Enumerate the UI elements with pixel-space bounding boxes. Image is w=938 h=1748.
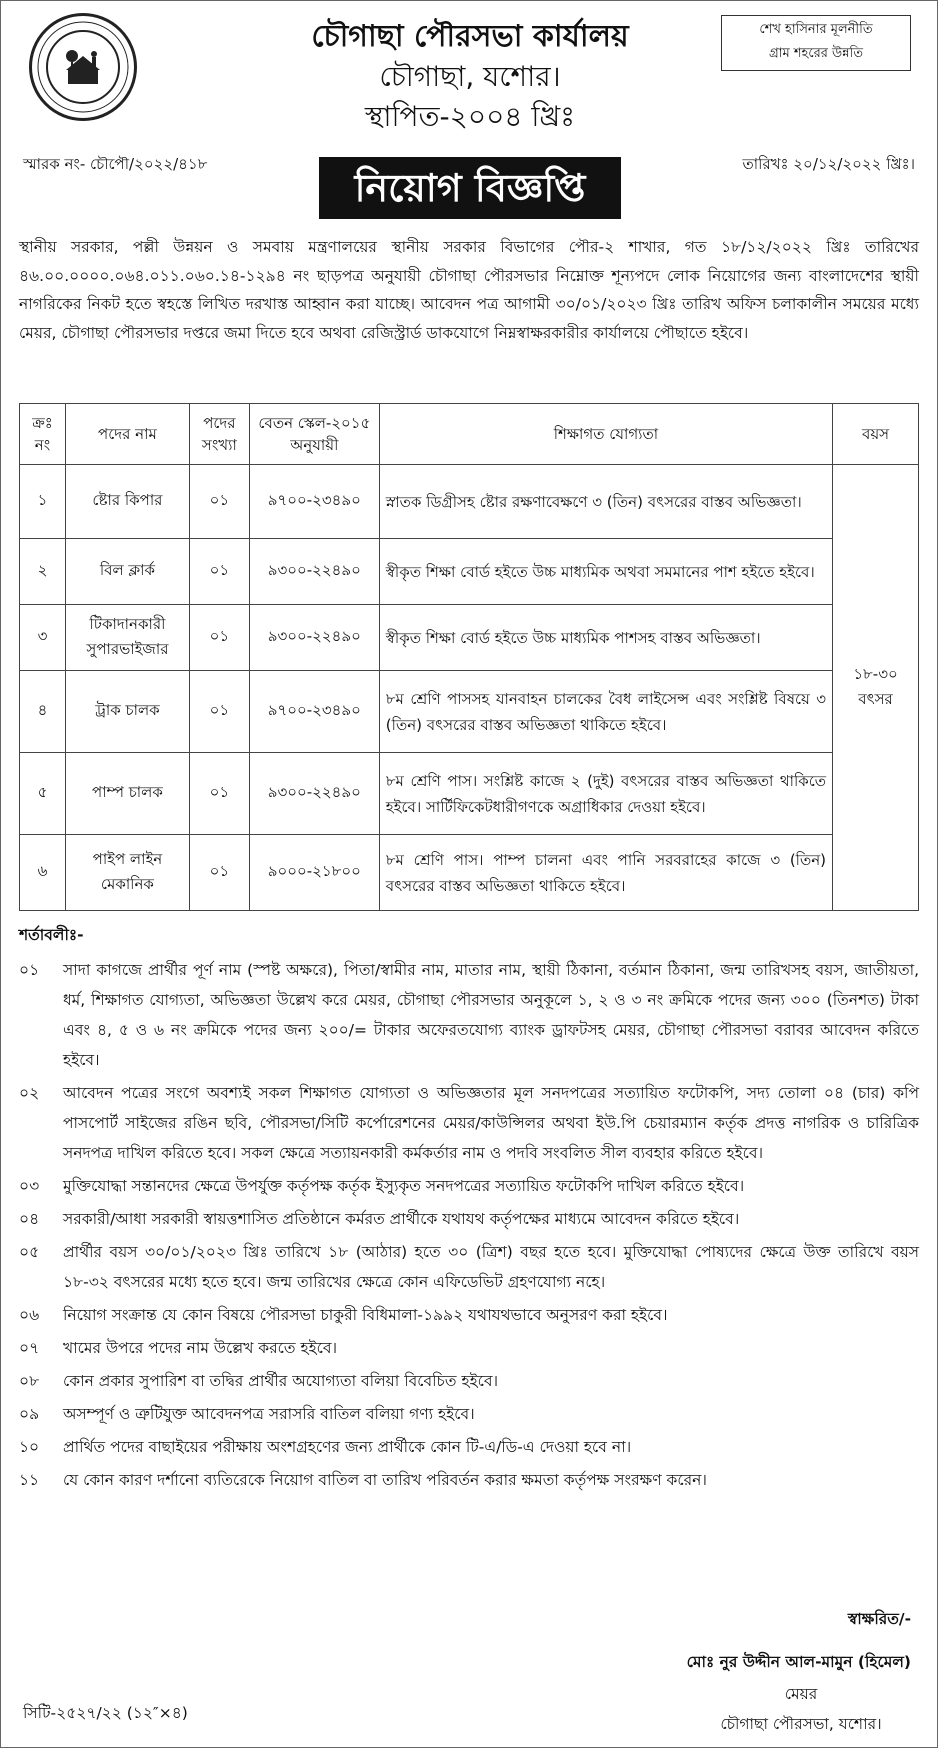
term-number: ০৪ (19, 1210, 40, 1228)
row-qualification: ৮ম শ্রেণি পাসসহ যানবাহন চালকের বৈধ লাইসেন্স এবং সংশ্লিষ্ট বিষয়ে ৩ (তিন) বৎসরের বাস্তব অভিজ্ঞতা থাকিতে হইবে। (379, 671, 832, 753)
term-number: ১১ (19, 1471, 40, 1489)
motto-line-2: গ্রাম শহরের উন্নতি (768, 46, 864, 61)
term-item (19, 1237, 919, 1297)
signatory-designation: মেয়র (784, 1685, 818, 1703)
row-count: ০১ (189, 539, 249, 605)
row-qualification: ৮ম শ্রেণি পাস। পাম্প চালনা এবং পানি সরবরাহের কাজে ৩ (তিন) বৎসরের বাস্তব অভিজ্ঞতা থাকিতে হইবে। (379, 835, 832, 911)
row-qualification: স্বীকৃত শিক্ষা বোর্ড হইতে উচ্চ মাধ্যমিক পাশসহ বাস্তব অভিজ্ঞতা। (379, 605, 832, 671)
term-item (19, 955, 919, 1075)
row-count: ০১ (189, 465, 249, 539)
row-serial: ৬ (20, 835, 66, 911)
table-row (20, 539, 919, 605)
signature-block (601, 1605, 911, 1739)
term-text: সাদা কাগজে প্রার্থীর পূর্ণ নাম (স্পষ্ট অক্ষরে), পিতা/স্বামীর নাম, মাতার নাম, স্থায়ী ঠিকানা, বর্তমান ঠিকানা, জন্ম তারিখসহ বয়স, জাতীয়তা, ধর্ম, শিক্ষাগত যোগ্যতা, অভিজ্ঞতা উল্লেখ করে মেয়র, চৌগাছা পৌরসভার অনুকূলে ১, ২ ও ৩ নং ক্রমিকে পদের জন্য ৩০০ (তিনশত) টাকা এবং ৪, ৫ ও ৬ নং ক্রমিকে পদের জন্য ২০০/= টাকার অফেরতযোগ্য ব্যাংক ড্রাফটসহ মেয়র, চৌগাছা পৌরসভা বরাবর আবেদন করিতে হইবে। (63, 961, 919, 1069)
row-post: পাম্প চালক (65, 753, 189, 835)
table-row (20, 465, 919, 539)
row-serial: ৫ (20, 753, 66, 835)
row-scale: ৯৩০০-২২৪৯০ (249, 605, 379, 671)
col-scale: বেতন স্কেল-২০১৫ অনুযায়ী (249, 404, 379, 465)
notice-banner: নিয়োগ বিজ্ঞপ্তি (319, 157, 621, 219)
term-text: যে কোন কারণ দর্শানো ব্যতিরেকে নিয়োগ বাতিল বা তারিখ পরিবর্তন করার ক্ষমতা কর্তৃপক্ষ সংরক্ষণ করেন। (63, 1471, 707, 1489)
row-post: টিকাদানকারী সুপারভাইজার (65, 605, 189, 671)
row-post: বিল ক্লার্ক (65, 539, 189, 605)
row-post: ট্রাক চালক (65, 671, 189, 753)
term-text: প্রার্থীর বয়স ৩০/০১/২০২৩ খ্রিঃ তারিখে ১৮ (আঠার) হতে ৩০ (ত্রিশ) বছর হতে হবে। মুক্তিযোদ্ধা পোষ্যদের ক্ষেত্রে উক্ত তারিখে বয়স ১৮-৩২ বৎসরের মধ্যে হতে হবে। জন্ম তারিখের ক্ষেত্রে কোন এফিডেভিট গ্রহণযোগ্য নহে। (63, 1243, 919, 1291)
row-scale: ৯৭০০-২৩৪৯০ (249, 671, 379, 753)
term-item (19, 1171, 919, 1201)
row-post: ষ্টোর কিপার (65, 465, 189, 539)
term-item (19, 1333, 919, 1363)
row-serial: ৪ (20, 671, 66, 753)
term-text: প্রার্থিত পদের বাছাইয়ের পরীক্ষায় অংশগ্রহণের জন্য প্রার্থীকে কোন টি-এ/ডি-এ দেওয়া হবে না। (63, 1438, 632, 1456)
row-count: ০১ (189, 835, 249, 911)
office-title: চৌগাছা পৌরসভা কার্যালয় (311, 19, 629, 54)
row-scale: ৯৭০০-২৩৪৯০ (249, 465, 379, 539)
table-header-row (20, 404, 919, 465)
term-text: অসম্পূর্ণ ও ত্রুটিযুক্ত আবেদনপত্র সরাসরি বাতিল বলিয়া গণ্য হইবে। (63, 1405, 475, 1423)
term-number: ০২ (19, 1084, 40, 1102)
motto-box (721, 15, 911, 71)
signatory-name: মোঃ নুর উদ্দীন আল-মামুন (হিমেল) (686, 1653, 911, 1671)
row-qualification: স্নাতক ডিগ্রীসহ ষ্টোর রক্ষণাবেক্ষণে ৩ (তিন) বৎসরের বাস্তব অভিজ্ঞতা। (379, 465, 832, 539)
motto-line-1: শেখ হাসিনার মূলনীতি (759, 22, 873, 37)
row-count: ০১ (189, 671, 249, 753)
term-item (19, 1432, 919, 1462)
notice-date: তারিখঃ ২০/১২/২০২২ খ্রিঃ। (742, 155, 915, 173)
terms-heading: শর্তাবলীঃ- (19, 926, 84, 944)
row-serial: ১ (20, 465, 66, 539)
table-row (20, 605, 919, 671)
signatory-office: চৌগাছা পৌরসভা, যশোর। (720, 1715, 882, 1733)
row-scale: ৯৩০০-২২৪৯০ (249, 539, 379, 605)
row-serial: ৩ (20, 605, 66, 671)
row-qualification: ৮ম শ্রেণি পাস। সংশ্লিষ্ট কাজে ২ (দুই) বৎসরের বাস্তব অভিজ্ঞতা থাকিতে হইবে। সার্টিফিকেটধারীগণকে অগ্রাধিকার দেওয়া হইবে। (379, 753, 832, 835)
term-number: ০৩ (19, 1177, 40, 1195)
row-scale: ৯০০০-২১৮০০ (249, 835, 379, 911)
term-number: ০৮ (19, 1372, 40, 1390)
signature-label: স্বাক্ষরিত/- (847, 1610, 911, 1628)
row-serial: ২ (20, 539, 66, 605)
row-scale: ৯৩০০-২২৪৯০ (249, 753, 379, 835)
term-text: নিয়োগ সংক্রান্ত যে কোন বিষয়ে পৌরসভা চাকুরী বিধিমালা-১৯৯২ যথাযথভাবে অনুসরণ করা হইবে। (63, 1306, 668, 1324)
term-number: ০৬ (19, 1306, 40, 1324)
term-item (19, 1204, 919, 1234)
term-text: আবেদন পত্রের সংগে অবশ্যই সকল শিক্ষাগত যোগ্যতা ও অভিজ্ঞতার মূল সনদপত্রের সত্যায়িত ফটোকপি, সদ্য তোলা ০৪ (চার) কপি পাসপোর্ট সাইজের রঙিন ছবি, পৌরসভা/সিটি কর্পোরেশনের মেয়র/কাউন্সিলর অথবা ইউ.পি চেয়ারম্যান কর্তৃক প্রদত্ত নাগরিক ও চারিত্রিক সনদপত্র দাখিল করিতে হবে। সকল ক্ষেত্রে সত্যায়নকারী কর্মকর্তার নাম ও পদবি সংবলিত সীল ব্যবহার করিতে হইবে। (63, 1084, 919, 1162)
term-text: খামের উপরে পদের নাম উল্লেখ করতে হইবে। (63, 1339, 338, 1357)
terms-section (19, 923, 919, 1498)
col-count: পদের সংখ্যা (189, 404, 249, 465)
term-item (19, 1465, 919, 1495)
term-number: ০৯ (19, 1405, 40, 1423)
office-location: চৌগাছা, যশোর। (379, 60, 561, 93)
ad-code: সিটি-২৫২৭/২২ (১২″×৪) (23, 1704, 188, 1722)
memo-number: স্মারক নং- চৌপৌ/২০২২/৪১৮ (23, 155, 208, 173)
term-item (19, 1399, 919, 1429)
row-count: ০১ (189, 753, 249, 835)
office-established: স্থাপিত-২০০৪ খ্রিঃ (364, 100, 576, 133)
term-item (19, 1300, 919, 1330)
row-qualification: স্বীকৃত শিক্ষা বোর্ড হইতে উচ্চ মাধ্যমিক অথবা সমমানের পাশ হইতে হইবে। (379, 539, 832, 605)
term-item (19, 1078, 919, 1168)
table-row (20, 753, 919, 835)
table-row (20, 671, 919, 753)
term-number: ০৭ (19, 1339, 40, 1357)
col-serial: ক্রঃ নং (20, 404, 66, 465)
row-count: ০১ (189, 605, 249, 671)
intro-paragraph: স্থানীয় সরকার, পল্লী উন্নয়ন ও সমবায় মন্ত্রণালয়ের স্থানীয় সরকার বিভাগের পৌর-২ শাখার, গত ১৮/১২/২০২২ খ্রিঃ তারিখের ৪৬.০০.০০০০.০৬৪.০১১.০৬০.১৪-১২৯৪ নং ছাড়পত্র অনুযায়ী চৌগাছা পৌরসভার নিম্নোক্ত শূন্যপদে লোক নিয়োগের জন্য বাংলাদেশের স্থায়ী নাগরিকের নিকট হতে স্বহস্তে লিখিত দরখাস্ত আহ্বান করা যাচ্ছে। আবেদন পত্র আগামী ৩০/০১/২০২৩ খ্রিঃ তারিখ অফিস চলাকালীন সময়ের মধ্যে মেয়র, চৌগাছা পৌরসভার দপ্তরে জমা দিতে হবে অথবা রেজিস্ট্রার্ড ডাকযোগে নিম্নস্বাক্ষরকারীর কার্যালয়ে পৌছাতে হইবে। (19, 238, 919, 342)
table-row (20, 835, 919, 911)
term-number: ০১ (19, 961, 40, 979)
term-item (19, 1366, 919, 1396)
term-text: কোন প্রকার সুপারিশ বা তদ্বির প্রার্থীর অযোগ্যতা বলিয়া বিবেচিত হইবে। (63, 1372, 499, 1390)
age-range: ১৮-৩০ বৎসর (833, 465, 919, 911)
vacancy-table (19, 403, 919, 911)
row-post: পাইপ লাইন মেকানিক (65, 835, 189, 911)
term-number: ১০ (19, 1438, 40, 1456)
term-number: ০৫ (19, 1243, 40, 1261)
col-post: পদের নাম (65, 404, 189, 465)
col-age: বয়স (833, 404, 919, 465)
term-text: মুক্তিযোদ্ধা সন্তানদের ক্ষেত্রে উপর্যুক্ত কর্তৃপক্ষ কর্তৃক ইস্যুকৃত সনদপত্রের সত্যায়িত ফটোকপি দাখিল করিতে হইবে। (63, 1177, 745, 1195)
col-qualification: শিক্ষাগত যোগ্যতা (379, 404, 832, 465)
term-text: সরকারী/আধা সরকারী স্বায়ত্তশাসিত প্রতিষ্ঠানে কর্মরত প্রার্থীকে যথাযথ কর্তৃপক্ষের মাধ্যমে আবেদন করিতে হইবে। (63, 1210, 740, 1228)
